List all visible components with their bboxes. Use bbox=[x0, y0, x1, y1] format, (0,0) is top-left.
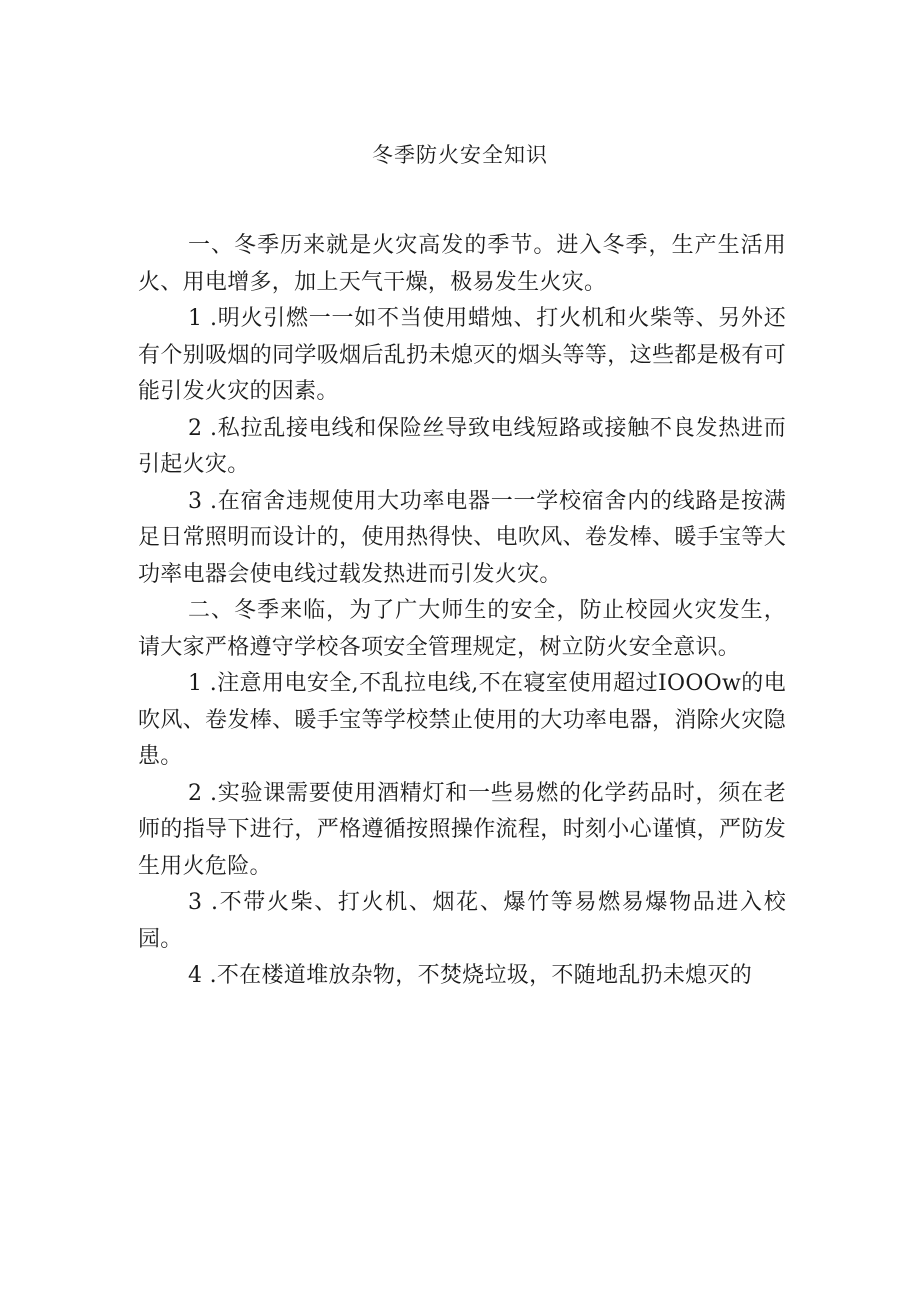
paragraph-item-3-high-power: 3 .在宿舍违规使用大功率电器一一学校宿舍内的线路是按满足日常照明而设计的，使用热得快、电吹风、卷发棒、暖手宝等大功率电器会使电线过载发热进而引发火灾。 bbox=[138, 488, 786, 587]
paragraph-rule-2-lab: 2 .实验课需要使用酒精灯和一些易燃的化学药品时，须在老师的指导下进行，严格遵循按照操作流程，时刻小心谨慎，严防发生用火危险。 bbox=[138, 780, 786, 879]
paragraph-section-one-intro: 一、冬季历来就是火灾高发的季节。进入冬季，生产生活用火、用电增多，加上天气干燥，极易发生火灾。 bbox=[138, 233, 786, 295]
paragraph-rule-1-electricity: 1 .注意用电安全,不乱拉电线,不在寝室使用超过IOOOw的电吹风、卷发棒、暖手宝等学校禁止使用的大功率电器，消除火灾隐患。 bbox=[138, 671, 786, 769]
paragraph-rule-4-corridor: 4 .不在楼道堆放杂物，不焚烧垃圾，不随地乱扔未熄灭的 bbox=[188, 963, 753, 988]
paragraph-item-2-wiring: 2 .私拉乱接电线和保险丝导致电线短路或接触不良发热进而引起火灾。 bbox=[138, 415, 786, 477]
document-body bbox=[138, 228, 786, 995]
document-title: 冬季防火安全知识 bbox=[372, 143, 548, 167]
paragraph-section-two-intro: 二、冬季来临，为了广大师生的安全，防止校园火灾发生，请大家严格遵守学校各项安全管理规定，树立防火安全意识。 bbox=[138, 598, 786, 660]
paragraph-rule-3-flammables: 3 .不带火柴、打火机、烟花、爆竹等易燃易爆物品进入校园。 bbox=[138, 890, 786, 952]
paragraph-item-1-open-flame: 1 .明火引燃一一如不当使用蜡烛、打火机和火柴等、另外还有个别吸烟的同学吸烟后乱扔未熄灭的烟头等等，这些都是极有可能引发火灾的因素。 bbox=[138, 306, 786, 404]
